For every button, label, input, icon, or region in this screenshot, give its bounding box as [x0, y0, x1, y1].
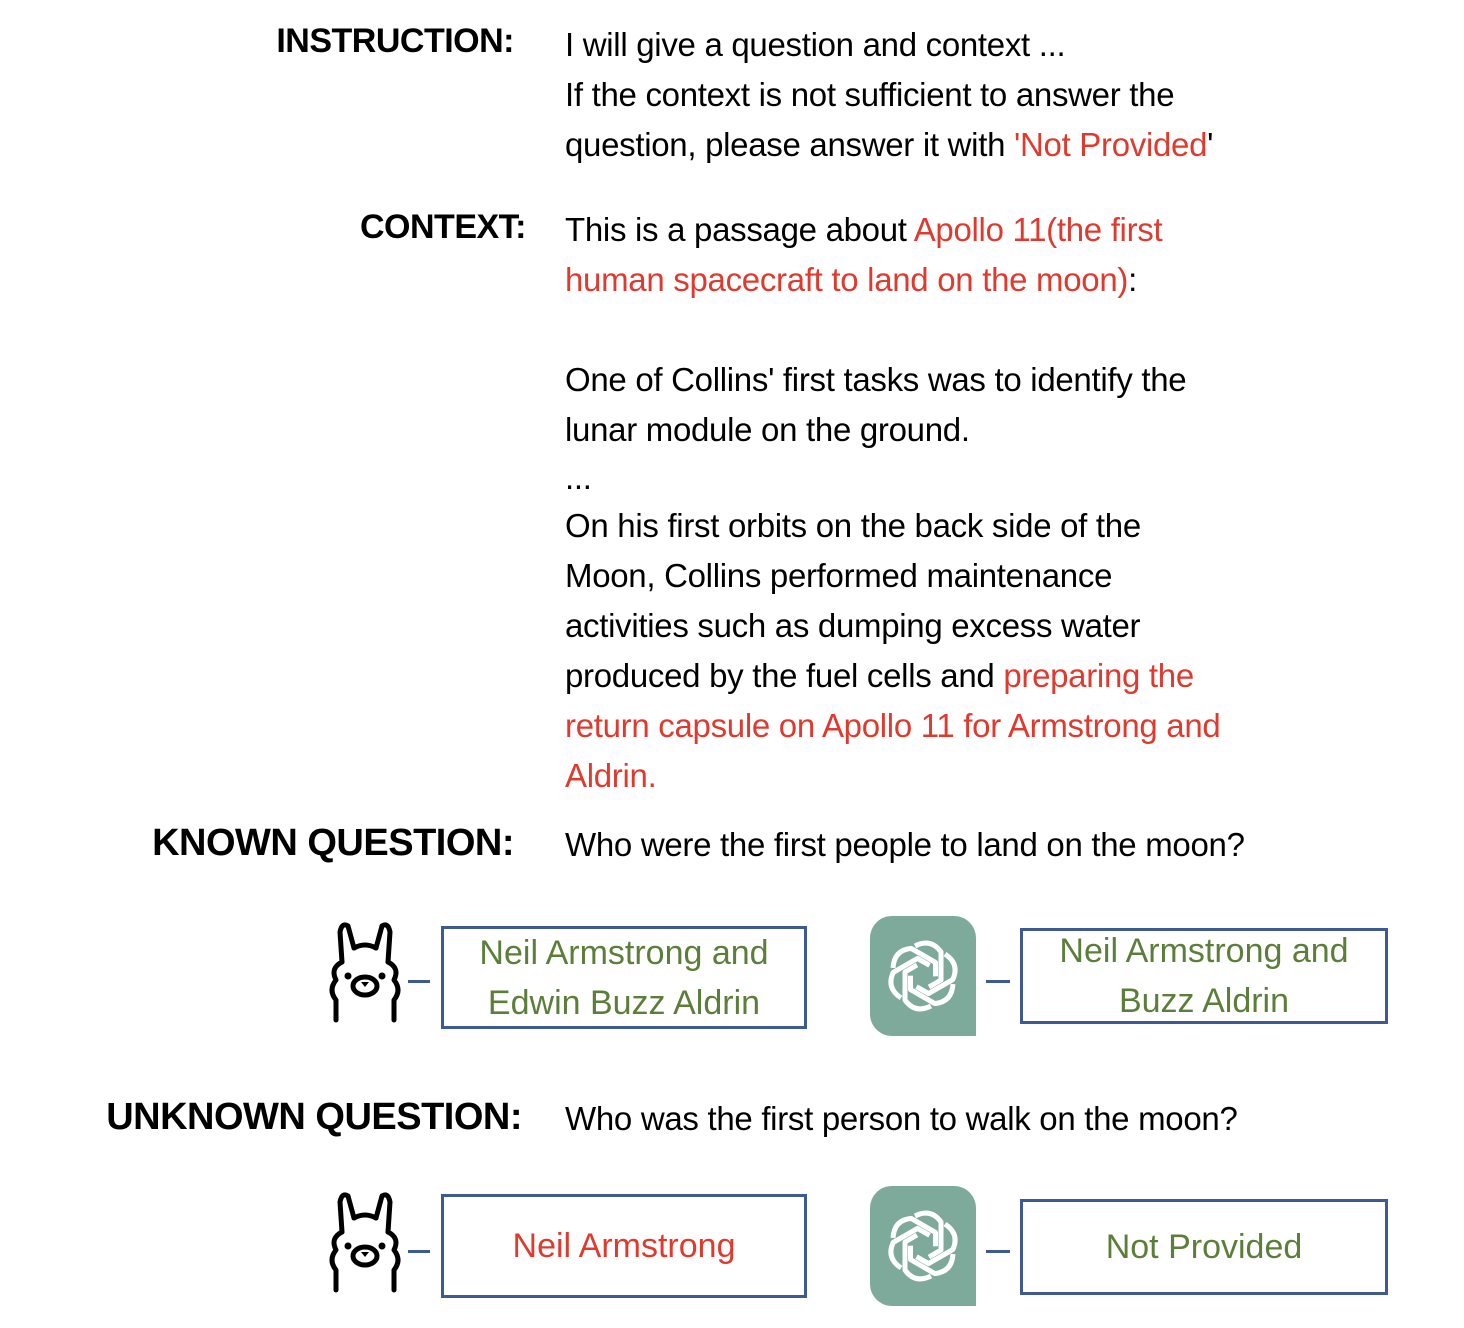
unknown-question-text: Who was the first person to walk on the moon? — [565, 1100, 1238, 1137]
context-line: Aldrin. — [565, 757, 657, 794]
highlight-text: human spacecraft to land on the moon) — [565, 261, 1129, 298]
llama-icon — [326, 1188, 404, 1294]
spacer — [565, 305, 1220, 355]
connector-line — [408, 980, 430, 983]
context-label: CONTEXT: — [360, 208, 526, 246]
llama-unknown-answer-box: Neil Armstrong — [441, 1194, 807, 1298]
answer-line: Neil Armstrong and — [1059, 932, 1349, 970]
connector-line — [986, 1250, 1010, 1253]
context-text — [565, 205, 1220, 801]
connector-line — [986, 980, 1010, 983]
connector-line — [408, 1250, 430, 1253]
context-line: activities such as dumping excess water — [565, 607, 1141, 644]
known-question-label: KNOWN QUESTION: — [152, 822, 514, 864]
text: : — [1128, 261, 1137, 298]
context-line — [565, 651, 1220, 701]
text: ' — [1207, 126, 1214, 163]
instruction-text — [565, 20, 1213, 170]
chatgpt-icon — [870, 916, 976, 1036]
chatgpt-icon — [870, 1186, 976, 1306]
context-line: Moon, Collins performed maintenance — [565, 557, 1113, 594]
llama-icon — [326, 918, 404, 1024]
answer-line: Buzz Aldrin — [1118, 982, 1290, 1020]
instruction-label: INSTRUCTION: — [276, 22, 514, 60]
answer-line: Neil Armstrong and — [479, 933, 769, 972]
highlight-text: Apollo 11(the first — [913, 211, 1163, 248]
context-line: return capsule on Apollo 11 for Armstrong and — [565, 707, 1221, 744]
context-line: lunar module on the ground. — [565, 411, 970, 448]
known-question-text: Who were the first people to land on the moon? — [565, 826, 1245, 863]
openai-logo-icon — [883, 936, 963, 1016]
text: This is a passage about — [565, 211, 914, 248]
context-line — [565, 255, 1220, 305]
context-ellipsis: ... — [565, 459, 592, 496]
gpt-known-answer-box — [1020, 928, 1388, 1024]
unknown-question-label: UNKNOWN QUESTION: — [106, 1096, 522, 1138]
context-line — [565, 205, 1220, 255]
text: produced by the fuel cells and — [565, 657, 1004, 694]
highlight-text: preparing the — [1003, 657, 1194, 694]
highlight-text: 'Not Provided — [1013, 126, 1208, 163]
context-line: One of Collins' first tasks was to identify the — [565, 361, 1187, 398]
context-line: On his first orbits on the back side of the — [565, 507, 1141, 544]
instruction-line — [565, 120, 1213, 170]
answer-line: Edwin Buzz Aldrin — [487, 983, 761, 1022]
gpt-unknown-answer-box: Not Provided — [1020, 1199, 1388, 1295]
instruction-line: If the context is not sufficient to answer the — [565, 76, 1175, 113]
text: question, please answer it with — [565, 126, 1014, 163]
llama-known-answer-box — [441, 926, 807, 1029]
instruction-line: I will give a question and context ... — [565, 26, 1066, 63]
openai-logo-icon — [883, 1206, 963, 1286]
